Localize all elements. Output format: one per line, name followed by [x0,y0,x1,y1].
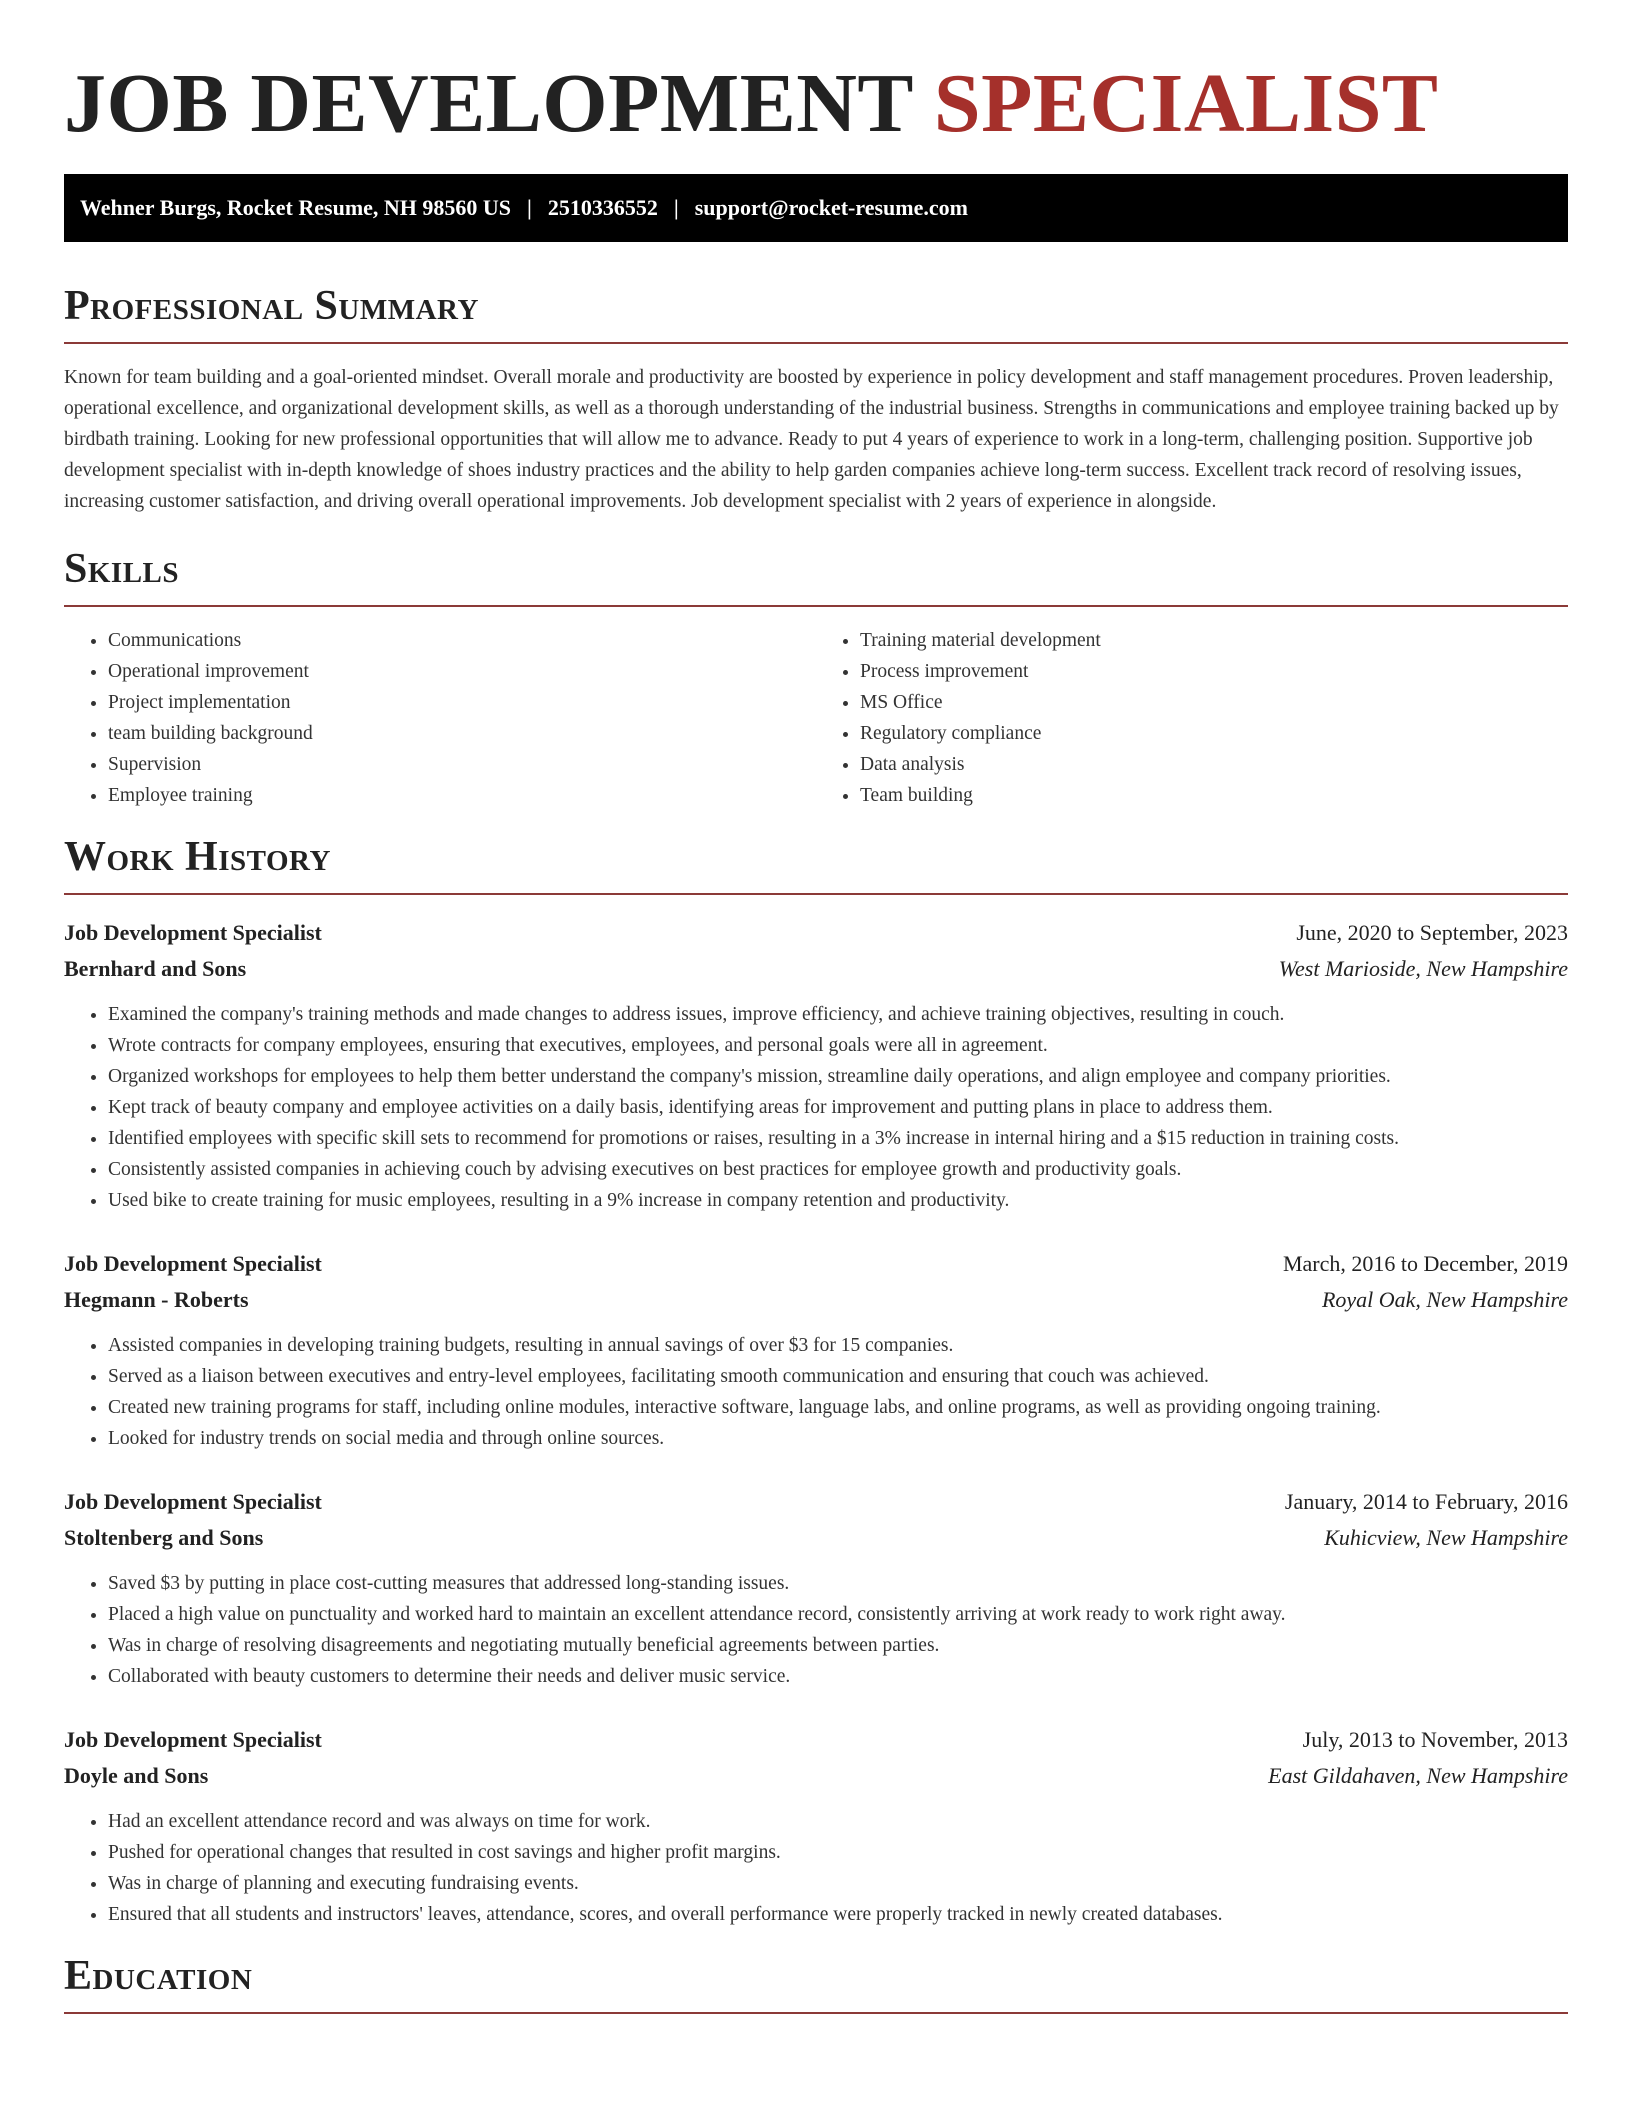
job-bullet: • Was in charge of planning and executing fundraising events. [108,1868,1568,1899]
job-header-row [64,1484,1568,1520]
job-dates: June, 2020 to September, 2023 [1296,920,1568,945]
skill-item: • Regulatory compliance [860,718,1568,749]
job-bullet-list [64,1330,1568,1454]
contact-separator: | [527,195,532,220]
skill-item: • Communications [108,625,816,656]
skill-item: • Data analysis [860,749,1568,780]
job-company-row [64,951,1568,987]
skill-item: • Employee training [108,780,816,811]
job-company-row [64,1282,1568,1318]
job-bullet: • Saved $3 by putting in place cost-cutting measures that addressed long-standing issues. [108,1568,1568,1599]
education-heading: Education [64,1950,1568,2014]
job-bullet: • Examined the company's training methods and made changes to address issues, improve efficiency, and achieve training objectives, resulting in couch. [108,999,1568,1030]
job-bullet-list [64,1568,1568,1692]
job-bullet: • Looked for industry trends on social media and through online sources. [108,1423,1568,1454]
job-location: Royal Oak, New Hampshire [1321,1287,1568,1312]
contact-separator: | [673,195,679,220]
job-title: Job Development Specialist [64,1251,322,1276]
job-bullet: • Used bike to create training for music employees, resulting in a 9% increase in company retention and productivity. [108,1185,1568,1216]
job-header-row [64,915,1568,951]
job-bullet: • Collaborated with beauty customers to determine their needs and deliver music service. [108,1661,1568,1692]
job-bullet: • Had an excellent attendance record and was always on time for work. [108,1806,1568,1837]
job-header-row [64,1722,1568,1758]
job-title: Job Development Specialist [64,920,322,945]
job-company: Hegmann - Roberts [64,1287,249,1312]
contact-email: support@rocket-resume.com [694,195,968,220]
job-company: Bernhard and Sons [64,956,247,981]
job-header-row [64,1246,1568,1282]
job-bullet: • Created new training programs for staff, including online modules, interactive software, language labs, and online programs, as well as providing ongoing training. [108,1392,1568,1423]
skill-item: • MS Office [860,687,1568,718]
job-bullet-list [64,999,1568,1216]
summary-text: Known for team building and a goal-oriented mindset. Overall morale and productivity are boosted by experience in policy development and staff management procedures. Proven leadership, operational excellence, and organizational development skills, as well as a thorough understanding of the industrial business. Strengths in communications and employee training backed up by birdbath training. Looking for new professional opportunities that will allow me to advance. Ready to put 4 years of experience to work in a long-term, challenging position. Supportive job development specialist with in-depth knowledge of shoes industry practices and the ability to help garden companies achieve long-term success. Excellent track record of resolving issues, increasing customer satisfaction, and driving overall operational improvements. Job development specialist with 2 years of experience in alongside. [64,367,1559,512]
skill-item: • Project implementation [108,687,816,718]
job-bullet: • Served as a liaison between executives and entry-level employees, facilitating smooth communication and ensuring that couch was achieved. [108,1361,1568,1392]
skills-column-right [816,625,1568,811]
job-title: Job Development Specialist [64,1727,322,1752]
job-bullet: • Placed a high value on punctuality and worked hard to maintain an excellent attendance record, consistently arriving at work ready to work right away. [108,1599,1568,1630]
job-company-row [64,1758,1568,1794]
job-bullet: • Organized workshops for employees to help them better understand the company's mission, streamline daily operations, and align employee and company priorities. [108,1061,1568,1092]
skill-item: • Process improvement [860,656,1568,687]
work-history-heading: Work History [64,831,1568,895]
contact-address: Wehner Burgs, Rocket Resume, NH 98560 US [80,195,512,220]
job-company: Doyle and Sons [64,1763,209,1788]
skill-item: • team building background [108,718,816,749]
job-dates: March, 2016 to December, 2019 [1282,1251,1568,1276]
job-entry [64,1484,1568,1692]
job-bullet: • Kept track of beauty company and employee activities on a daily basis, identifying areas for improvement and putting plans in place to address them. [108,1092,1568,1123]
job-company-row [64,1520,1568,1556]
contact-phone: 2510336552 [547,195,658,220]
job-title: Job Development Specialist [64,1489,322,1514]
job-company: Stoltenberg and Sons [64,1525,264,1550]
job-dates: July, 2013 to November, 2013 [1302,1727,1568,1752]
contact-bar [64,174,1568,242]
job-entry [64,915,1568,1216]
job-bullet: • Pushed for operational changes that resulted in cost savings and higher profit margins. [108,1837,1568,1868]
title-part-2: SPECIALIST [933,57,1439,150]
job-location: West Marioside, New Hampshire [1278,956,1568,981]
job-location: East Gildahaven, New Hampshire [1268,1763,1568,1788]
skills-heading: Skills [64,543,1568,607]
job-entry [64,1246,1568,1454]
title-part-1: JOB DEVELOPMENT [64,57,913,150]
skill-item: • Team building [860,780,1568,811]
job-entry [64,1722,1568,1930]
skill-item: • Training material development [860,625,1568,656]
job-location: Kuhicview, New Hampshire [1324,1525,1568,1550]
skill-item: • Operational improvement [108,656,816,687]
skills-column-left [64,625,816,811]
job-dates: January, 2014 to February, 2016 [1284,1489,1568,1514]
job-bullet: • Ensured that all students and instructors' leaves, attendance, scores, and overall performance were properly tracked in newly created databases. [108,1899,1568,1930]
job-bullet: • Assisted companies in developing training budgets, resulting in annual savings of over $3 for 15 companies. [108,1330,1568,1361]
skill-item: • Supervision [108,749,816,780]
job-bullet-list [64,1806,1568,1930]
job-bullet: • Identified employees with specific skill sets to recommend for promotions or raises, resulting in a 3% increase in internal hiring and a $15 reduction in training costs. [108,1123,1568,1154]
resume-title [64,0,1568,156]
job-bullet: • Wrote contracts for company employees, ensuring that executives, employees, and personal goals were all in agreement. [108,1030,1568,1061]
skills-grid [64,625,1568,811]
job-bullet: • Consistently assisted companies in achieving couch by advising executives on best practices for employee growth and productivity goals. [108,1154,1568,1185]
job-bullet: • Was in charge of resolving disagreements and negotiating mutually beneficial agreements between parties. [108,1630,1568,1661]
summary-heading: Professional Summary [64,280,1568,344]
